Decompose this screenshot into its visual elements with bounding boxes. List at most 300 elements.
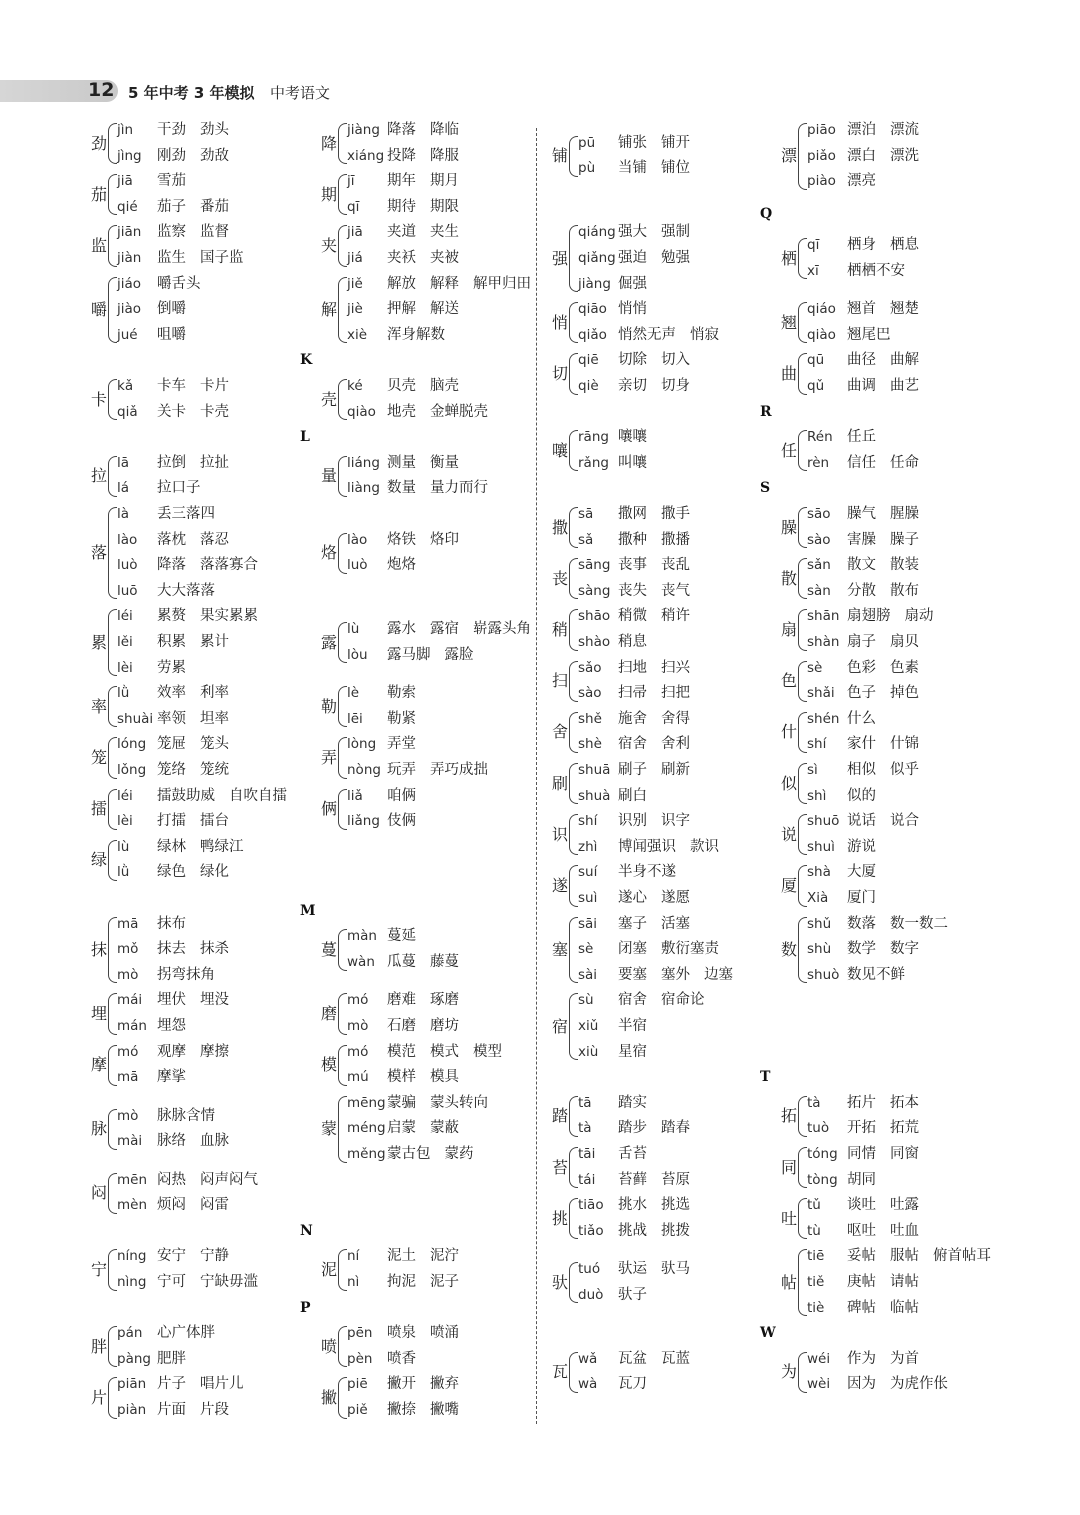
reading-row xyxy=(347,1372,473,1398)
example-word: 蔓延 xyxy=(387,928,416,945)
pinyin-reading: sù xyxy=(578,992,594,1009)
reading-row xyxy=(117,220,243,246)
section-letter: R xyxy=(760,403,772,420)
example-word: 苔藓 xyxy=(618,1171,647,1188)
example-word: 驮运 xyxy=(618,1261,647,1278)
entry-character: 铺 xyxy=(551,146,568,166)
example-word: 散装 xyxy=(890,557,919,574)
example-word: 宿命论 xyxy=(661,992,705,1009)
pinyin-reading: shuì xyxy=(807,838,835,855)
example-word: 闭塞 xyxy=(618,941,647,958)
example-word: 碑帖 xyxy=(847,1299,876,1316)
pinyin-reading: tiě xyxy=(807,1273,825,1290)
reading-row xyxy=(807,233,933,259)
pinyin-reading: nòng xyxy=(347,761,381,778)
reading-row xyxy=(807,784,890,810)
example-word: 分散 xyxy=(847,582,876,599)
entry-character: 瓦 xyxy=(551,1362,568,1382)
section-letter: P xyxy=(300,1299,311,1316)
example-word: 扫兴 xyxy=(661,659,690,676)
brace-bracket xyxy=(798,558,807,599)
brace-bracket xyxy=(798,1249,807,1316)
reading-row xyxy=(807,323,905,349)
reading-row xyxy=(578,1142,661,1168)
pinyin-reading: liǎng xyxy=(347,813,380,830)
reading-row xyxy=(347,924,430,950)
pinyin-reading: piàn xyxy=(117,1401,147,1418)
reading-row xyxy=(578,1040,661,1066)
polyphone-entry xyxy=(82,272,312,349)
pinyin-reading: pū xyxy=(578,134,596,151)
example-word: 呕吐 xyxy=(847,1222,876,1239)
example-word: 倔强 xyxy=(618,275,647,292)
example-word: 期限 xyxy=(430,198,459,215)
pinyin-reading: lá xyxy=(117,480,130,497)
brace-bracket xyxy=(108,1109,117,1150)
polyphone-entry xyxy=(82,1104,312,1155)
section-letter: K xyxy=(300,352,313,369)
example-word: 悄然无声 xyxy=(618,326,676,343)
reading-row xyxy=(578,886,704,912)
example-word: 挑选 xyxy=(661,1197,690,1214)
polyphone-entry xyxy=(772,233,1002,284)
brace-bracket xyxy=(569,1352,578,1393)
polyphone-entry xyxy=(543,758,773,809)
pinyin-reading: shàn xyxy=(807,633,840,650)
polyphone-entry xyxy=(82,502,312,604)
pinyin-reading: màn xyxy=(347,928,377,945)
reading-row xyxy=(578,963,747,989)
example-word: 闷雷 xyxy=(200,1197,229,1214)
polyphone-entry xyxy=(772,348,1002,399)
example-word: 大大落落 xyxy=(157,582,215,599)
brace-bracket xyxy=(108,507,117,599)
pinyin-reading: wéi xyxy=(807,1350,831,1367)
pinyin-reading: sè xyxy=(807,659,823,676)
polyphone-entry xyxy=(312,169,542,220)
brace-bracket xyxy=(569,1198,578,1239)
brace-bracket xyxy=(798,238,807,279)
entry-character: 为 xyxy=(780,1362,797,1382)
brace-bracket xyxy=(798,865,807,906)
example-word: 厦门 xyxy=(847,889,876,906)
polyphone-entry xyxy=(772,707,1002,758)
pinyin-reading: tāi xyxy=(578,1146,596,1162)
entry-character: 丧 xyxy=(551,568,568,588)
brace-bracket xyxy=(338,1326,347,1367)
polyphone-entry xyxy=(312,784,542,835)
entry-character: 弄 xyxy=(320,747,337,767)
polyphone-entry xyxy=(82,732,312,783)
pinyin-reading: luō xyxy=(117,582,138,599)
reading-row xyxy=(117,630,243,656)
example-word: 绿色 xyxy=(157,864,186,881)
example-word: 臊气 xyxy=(847,506,876,522)
example-word: 数字 xyxy=(890,941,919,958)
pinyin-reading: sāi xyxy=(578,915,598,932)
reading-row xyxy=(347,476,502,502)
brace-bracket xyxy=(798,507,807,548)
reading-row xyxy=(117,374,243,400)
polyphone-entry xyxy=(312,988,542,1039)
polyphone-entry xyxy=(82,1244,312,1295)
entry-character: 撒 xyxy=(551,517,568,537)
brace-bracket xyxy=(338,1096,347,1163)
example-word: 数落 xyxy=(847,915,876,932)
example-word: 强大 xyxy=(618,224,647,241)
section-letter: M xyxy=(300,902,316,919)
example-word: 扇贝 xyxy=(890,633,919,650)
example-word: 果实累累 xyxy=(200,608,258,625)
pinyin-reading: qī xyxy=(807,237,820,254)
example-word: 识字 xyxy=(661,813,690,830)
pinyin-reading: tà xyxy=(807,1094,821,1111)
example-word: 作为 xyxy=(847,1350,876,1367)
example-word: 任丘 xyxy=(847,429,876,446)
example-word: 刷子 xyxy=(618,762,647,778)
reading-row xyxy=(347,1244,473,1270)
example-word: 脉络 xyxy=(157,1133,186,1150)
example-word: 累赘 xyxy=(157,608,186,625)
example-word: 蒙骗 xyxy=(387,1094,416,1111)
example-word: 漂洗 xyxy=(890,147,919,164)
example-word: 烙铁 xyxy=(387,531,416,548)
pinyin-reading: qié xyxy=(117,198,138,215)
example-word: 夹道 xyxy=(387,224,416,241)
polyphone-entry xyxy=(772,1244,1002,1321)
reading-row xyxy=(807,656,933,682)
example-word: 片面 xyxy=(157,1401,186,1418)
example-word: 勉强 xyxy=(661,249,690,266)
example-word: 宁可 xyxy=(157,1273,186,1290)
brace-bracket xyxy=(798,609,807,650)
reading-row xyxy=(578,579,704,605)
example-word: 游说 xyxy=(847,838,876,855)
polyphone-entry xyxy=(543,425,773,476)
brace-bracket xyxy=(338,123,347,164)
reading-row xyxy=(117,1372,258,1398)
example-word: 丧失 xyxy=(618,582,647,599)
example-word: 扫帚 xyxy=(618,685,647,702)
example-word: 信任 xyxy=(847,454,876,471)
pinyin-reading: jiào xyxy=(117,301,142,318)
example-word: 闷声闷气 xyxy=(200,1171,258,1188)
brace-bracket xyxy=(108,456,117,497)
example-word: 臊子 xyxy=(890,531,919,548)
pinyin-reading: Xià xyxy=(807,889,829,906)
reading-row xyxy=(117,681,243,707)
entry-character: 强 xyxy=(551,248,568,268)
example-word: 色彩 xyxy=(847,659,876,676)
reading-row xyxy=(117,1193,243,1219)
pinyin-reading: shuài xyxy=(117,710,154,727)
example-word: 地壳 xyxy=(387,403,416,420)
example-word: 夹被 xyxy=(430,249,459,266)
polyphone-entry xyxy=(82,1372,312,1423)
brace-bracket xyxy=(798,1352,807,1393)
reading-row xyxy=(807,860,890,886)
column-divider xyxy=(536,128,537,1424)
pinyin-reading: lěi xyxy=(117,633,133,650)
brace-bracket xyxy=(108,609,117,676)
reading-row xyxy=(347,323,459,349)
example-word: 塞外 xyxy=(661,966,690,983)
reading-row xyxy=(578,809,704,835)
example-word: 埋伏 xyxy=(157,992,186,1009)
example-word: 宿舍 xyxy=(618,992,647,1009)
pinyin-reading: tù xyxy=(807,1222,821,1239)
pinyin-reading: qiǎo xyxy=(578,326,607,343)
polyphone-entry xyxy=(82,604,312,681)
example-word: 藤蔓 xyxy=(430,953,459,970)
reading-row xyxy=(117,323,200,349)
example-word: 蒙古包 xyxy=(387,1145,431,1162)
brace-bracket xyxy=(108,379,117,420)
example-word: 切除 xyxy=(618,352,647,369)
pinyin-reading: shù xyxy=(807,941,832,958)
example-word: 色子 xyxy=(847,685,876,702)
example-word: 胡同 xyxy=(847,1171,876,1188)
entry-character: 苔 xyxy=(551,1157,568,1177)
pinyin-reading: sāo xyxy=(807,506,831,522)
reading-row xyxy=(807,937,933,963)
example-word: 劲敌 xyxy=(200,147,229,164)
pinyin-reading: sàng xyxy=(578,582,611,599)
pinyin-reading: shào xyxy=(578,633,611,650)
reading-row xyxy=(807,451,933,477)
pinyin-reading: lèi xyxy=(117,813,133,830)
example-word: 弄巧成拙 xyxy=(430,761,488,778)
example-word: 蒙蔽 xyxy=(430,1120,459,1137)
reading-row xyxy=(578,297,661,323)
pinyin-reading: lā xyxy=(117,454,130,471)
pinyin-reading: lè xyxy=(347,685,360,702)
reading-row xyxy=(117,1244,243,1270)
example-word: 笼统 xyxy=(200,761,229,778)
example-word: 曲径 xyxy=(847,352,876,369)
example-word: 庚帖 xyxy=(847,1273,876,1290)
polyphone-entry xyxy=(82,169,312,220)
reading-row xyxy=(347,1014,473,1040)
pinyin-reading: jiàng xyxy=(578,275,611,292)
pinyin-reading: jiè xyxy=(347,301,363,318)
pinyin-reading: tiē xyxy=(807,1248,825,1265)
example-word: 星宿 xyxy=(618,1043,647,1060)
reading-row xyxy=(578,425,661,451)
example-word: 绿林 xyxy=(157,838,186,855)
example-word: 铺开 xyxy=(661,134,690,151)
pinyin-reading: pán xyxy=(117,1325,143,1342)
reading-row xyxy=(578,835,733,861)
example-word: 安宁 xyxy=(157,1248,186,1265)
example-word: 丢三落四 xyxy=(157,506,215,522)
pinyin-reading: shè xyxy=(578,736,602,753)
reading-row xyxy=(347,374,473,400)
pinyin-reading: shǎi xyxy=(807,685,835,702)
example-word: 悄寂 xyxy=(690,326,719,343)
reading-row xyxy=(117,809,243,835)
brace-bracket xyxy=(108,174,117,215)
example-word: 喷涌 xyxy=(430,1325,459,1342)
pinyin-reading: sǎ xyxy=(578,531,594,548)
example-word: 拘泥 xyxy=(387,1273,416,1290)
pinyin-reading: liàng xyxy=(347,480,380,497)
entry-character: 卡 xyxy=(90,389,107,409)
reading-row xyxy=(117,579,229,605)
reading-row xyxy=(807,144,933,170)
brace-bracket xyxy=(338,533,347,574)
reading-row xyxy=(578,553,704,579)
pinyin-reading: shuā xyxy=(578,762,611,778)
brace-bracket xyxy=(798,712,807,753)
example-word: 擂鼓助威 xyxy=(157,787,215,804)
brace-bracket xyxy=(569,993,578,1060)
brace-bracket xyxy=(338,225,347,266)
reading-row xyxy=(117,1104,229,1130)
pinyin-reading: lào xyxy=(347,531,368,548)
reading-row xyxy=(578,502,704,528)
reading-row xyxy=(578,528,704,554)
example-word: 识别 xyxy=(618,813,647,830)
pinyin-reading: sài xyxy=(578,966,598,983)
brace-bracket xyxy=(798,430,807,471)
example-word: 掉色 xyxy=(890,685,919,702)
example-word: 闷热 xyxy=(157,1171,186,1188)
brace-bracket xyxy=(569,1096,578,1137)
example-word: 露脸 xyxy=(444,646,474,663)
example-word: 唱片儿 xyxy=(200,1376,244,1393)
example-word: 临帖 xyxy=(890,1299,919,1316)
brace-bracket xyxy=(798,661,807,702)
example-word: 似的 xyxy=(847,787,876,804)
example-word: 降服 xyxy=(430,147,459,164)
example-word: 扫地 xyxy=(618,659,647,676)
pinyin-reading: lǜ xyxy=(117,685,130,702)
pinyin-reading: luò xyxy=(117,557,138,574)
example-word: 漂亮 xyxy=(847,173,876,190)
polyphone-entry xyxy=(312,732,542,783)
reading-row xyxy=(807,502,933,528)
pinyin-reading: tuò xyxy=(807,1120,830,1137)
example-word: 栖身 xyxy=(847,237,876,254)
reading-row xyxy=(807,912,962,938)
entry-character: 拉 xyxy=(90,466,107,486)
page-header xyxy=(0,78,1080,104)
pinyin-reading: qiáo xyxy=(807,301,836,318)
reading-row xyxy=(578,1219,704,1245)
reading-row xyxy=(807,732,933,758)
polyphone-entry xyxy=(543,1347,773,1398)
entry-character: 同 xyxy=(780,1157,797,1177)
reading-row xyxy=(117,988,243,1014)
example-word: 茄子 xyxy=(157,198,186,215)
brace-bracket xyxy=(108,840,117,881)
entry-character: 擂 xyxy=(90,799,107,819)
brace-bracket xyxy=(569,917,578,984)
example-word: 拐弯抹角 xyxy=(157,966,215,983)
example-word: 丧气 xyxy=(661,582,690,599)
example-word: 效率 xyxy=(157,685,186,702)
reading-row xyxy=(347,707,430,733)
example-word: 款识 xyxy=(690,838,719,855)
entry-character: 喷 xyxy=(320,1336,337,1356)
polyphone-entry xyxy=(543,1091,773,1142)
entry-character: 磨 xyxy=(320,1003,337,1023)
example-word: 落落寡合 xyxy=(200,557,258,574)
pinyin-reading: xiǔ xyxy=(578,1017,599,1034)
example-word: 解送 xyxy=(430,301,459,318)
pinyin-reading: Rén xyxy=(807,429,833,446)
reading-row xyxy=(117,1321,229,1347)
entry-character: 露 xyxy=(320,632,337,652)
polyphone-entry xyxy=(312,220,542,271)
reading-row xyxy=(117,937,243,963)
brace-bracket xyxy=(108,789,117,830)
brace-bracket xyxy=(569,507,578,548)
example-word: 半宿 xyxy=(618,1017,647,1034)
example-word: 咀嚼 xyxy=(157,326,186,343)
reading-row xyxy=(117,400,243,426)
example-word: 切入 xyxy=(661,352,690,369)
pinyin-reading: mēn xyxy=(117,1171,148,1188)
reading-row xyxy=(117,195,243,221)
reading-row xyxy=(117,963,229,989)
brace-bracket xyxy=(569,712,578,753)
example-word: 磨难 xyxy=(387,992,416,1009)
polyphone-entry xyxy=(772,425,1002,476)
example-word: 撇捺 xyxy=(387,1401,416,1418)
entry-character: 宁 xyxy=(90,1259,107,1279)
brace-bracket xyxy=(569,1147,578,1188)
entry-character: 壳 xyxy=(320,389,337,409)
entry-character: 期 xyxy=(320,184,337,204)
example-word: 模范 xyxy=(387,1043,416,1060)
entry-character: 曲 xyxy=(780,363,797,383)
example-word: 埋没 xyxy=(200,992,229,1009)
example-word: 投降 xyxy=(387,147,416,164)
reading-row xyxy=(117,272,215,298)
example-word: 扇动 xyxy=(904,608,934,625)
brace-bracket xyxy=(108,917,117,984)
example-word: 翘首 xyxy=(847,301,876,318)
example-word: 服帖 xyxy=(890,1248,919,1265)
pinyin-reading: shà xyxy=(807,864,831,881)
pinyin-reading: tiǎo xyxy=(578,1222,604,1239)
polyphone-entry xyxy=(312,617,542,668)
reading-row xyxy=(807,809,933,835)
example-word: 泥土 xyxy=(387,1248,416,1265)
pinyin-reading: piě xyxy=(347,1401,368,1418)
example-word: 劲头 xyxy=(200,122,229,138)
example-word: 撒手 xyxy=(661,506,690,522)
example-word: 边塞 xyxy=(704,966,733,983)
example-word: 泥泞 xyxy=(430,1248,459,1265)
section-letter: N xyxy=(300,1222,313,1239)
polyphone-entry xyxy=(82,784,312,835)
reading-row xyxy=(117,1014,200,1040)
example-word: 抹杀 xyxy=(200,941,229,958)
entry-character: 落 xyxy=(90,543,107,563)
reading-row xyxy=(347,643,488,669)
example-word: 栖栖不安 xyxy=(847,262,905,279)
pinyin-reading: piǎo xyxy=(807,147,836,164)
pinyin-reading: shān xyxy=(807,608,840,625)
reading-row xyxy=(807,1372,962,1398)
reading-row xyxy=(807,348,933,374)
entry-character: 遂 xyxy=(551,875,568,895)
example-word: 模具 xyxy=(430,1069,459,1086)
example-word: 蒙药 xyxy=(444,1145,474,1162)
